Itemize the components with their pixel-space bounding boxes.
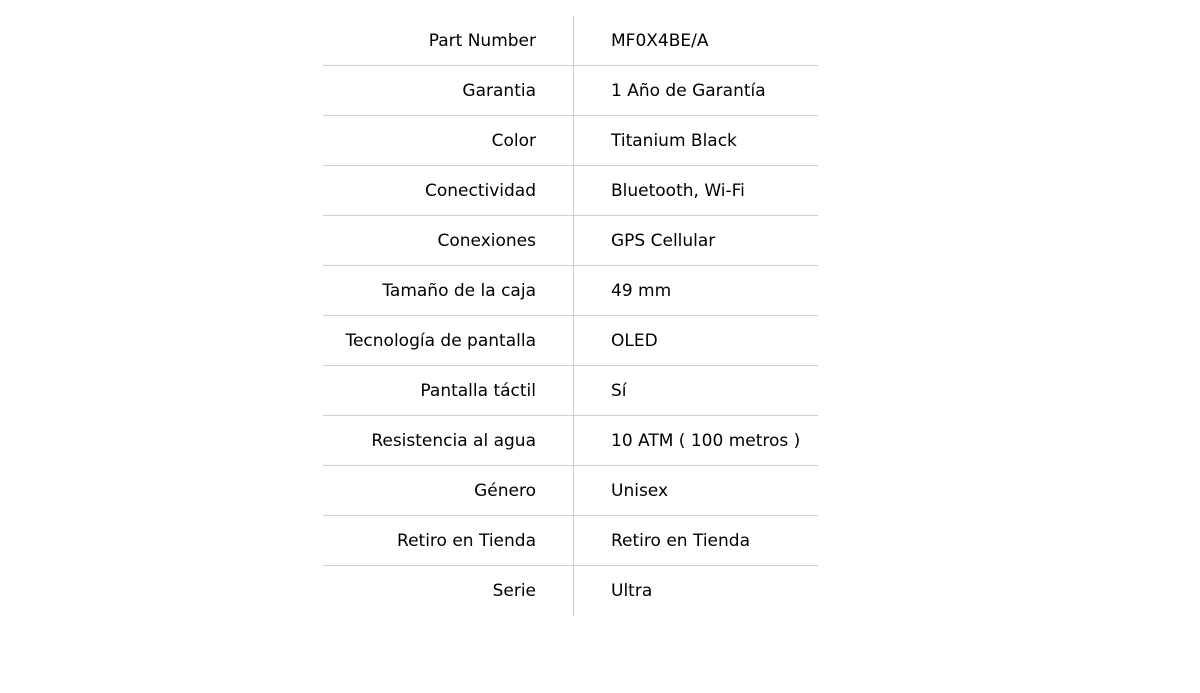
spec-row-part-number bbox=[323, 16, 818, 66]
spec-label: Part Number bbox=[323, 16, 574, 65]
spec-label: Garantia bbox=[323, 66, 574, 115]
spec-row-tamano-caja bbox=[323, 266, 818, 316]
spec-row-genero bbox=[323, 466, 818, 516]
spec-row-tecnologia-pantalla bbox=[323, 316, 818, 366]
spec-value: Bluetooth, Wi-Fi bbox=[611, 181, 745, 201]
spec-value: 49 mm bbox=[611, 281, 672, 301]
spec-row-serie bbox=[323, 566, 818, 616]
spec-label: Conectividad bbox=[323, 166, 574, 215]
spec-value: Titanium Black bbox=[611, 131, 737, 151]
spec-value: Sí bbox=[611, 381, 627, 401]
spec-value: GPS Cellular bbox=[611, 231, 716, 251]
spec-row-conexiones bbox=[323, 216, 818, 266]
spec-label: Género bbox=[323, 466, 574, 515]
spec-value: Ultra bbox=[611, 581, 653, 601]
spec-label: Tecnología de pantalla bbox=[323, 316, 574, 365]
spec-value: MF0X4BE/A bbox=[611, 31, 709, 51]
spec-value: 10 ATM ( 100 metros ) bbox=[611, 431, 801, 451]
spec-row-conectividad bbox=[323, 166, 818, 216]
spec-row-resistencia-agua bbox=[323, 416, 818, 466]
spec-value: Unisex bbox=[611, 481, 669, 501]
spec-value: OLED bbox=[611, 331, 658, 351]
spec-label: Conexiones bbox=[323, 216, 574, 265]
spec-row-retiro-tienda bbox=[323, 516, 818, 566]
spec-value: 1 Año de Garantía bbox=[611, 81, 766, 101]
spec-row-pantalla-tactil bbox=[323, 366, 818, 416]
spec-table bbox=[323, 16, 818, 616]
spec-label: Resistencia al agua bbox=[323, 416, 574, 465]
spec-row-garantia bbox=[323, 66, 818, 116]
spec-label: Retiro en Tienda bbox=[323, 516, 574, 565]
spec-label: Tamaño de la caja bbox=[323, 266, 574, 315]
spec-label: Serie bbox=[323, 566, 574, 616]
spec-row-color bbox=[323, 116, 818, 166]
spec-label: Color bbox=[323, 116, 574, 165]
spec-value: Retiro en Tienda bbox=[611, 531, 750, 551]
spec-label: Pantalla táctil bbox=[323, 366, 574, 415]
